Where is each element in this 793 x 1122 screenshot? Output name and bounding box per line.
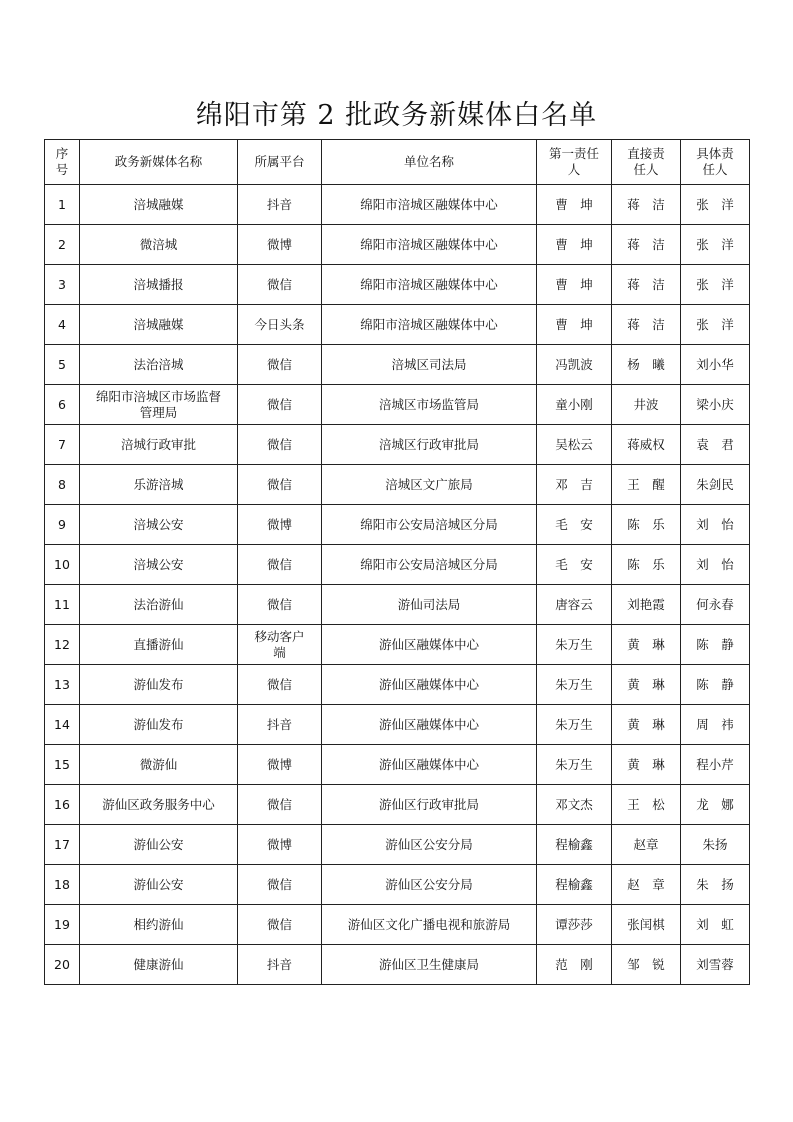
table-row: [45, 585, 750, 625]
cell-specific-responsible: 龙 娜: [681, 785, 750, 825]
cell-specific-responsible: 朱剑民: [681, 465, 750, 505]
cell-unit-name: 涪城区司法局: [322, 345, 537, 385]
cell-platform: 微博: [238, 825, 322, 865]
cell-first-responsible: 毛 安: [537, 505, 612, 545]
cell-direct-responsible: 陈 乐: [612, 505, 681, 545]
header-media-name: 政务新媒体名称: [80, 140, 238, 185]
cell-direct-responsible: 刘艳霞: [612, 585, 681, 625]
cell-media-name: 涪城公安: [80, 505, 238, 545]
cell-unit-name: 游仙区卫生健康局: [322, 945, 537, 985]
cell-media-name: 绵阳市涪城区市场监督管理局: [80, 385, 238, 425]
cell-platform: 微信: [238, 425, 322, 465]
cell-media-name: 乐游涪城: [80, 465, 238, 505]
cell-platform: 微信: [238, 345, 322, 385]
cell-platform: 微信: [238, 545, 322, 585]
table-body: [45, 185, 750, 985]
header-platform: 所属平台: [238, 140, 322, 185]
cell-direct-responsible: 井波: [612, 385, 681, 425]
cell-media-name: 游仙公安: [80, 865, 238, 905]
cell-first-responsible: 吴松云: [537, 425, 612, 465]
cell-first-responsible: 曹 坤: [537, 305, 612, 345]
cell-unit-name: 绵阳市涪城区融媒体中心: [322, 225, 537, 265]
cell-direct-responsible: 赵章: [612, 825, 681, 865]
cell-unit-name: 游仙区公安分局: [322, 865, 537, 905]
cell-specific-responsible: 张 洋: [681, 265, 750, 305]
cell-specific-responsible: 刘 怡: [681, 545, 750, 585]
cell-media-name: 涪城融媒: [80, 305, 238, 345]
cell-direct-responsible: 王 松: [612, 785, 681, 825]
header-specific-responsible: 具体责任人: [681, 140, 750, 185]
cell-serial-number: 11: [45, 585, 80, 625]
cell-media-name: 法治游仙: [80, 585, 238, 625]
cell-platform: 微信: [238, 465, 322, 505]
cell-platform: 微信: [238, 665, 322, 705]
cell-platform: 微信: [238, 905, 322, 945]
cell-direct-responsible: 王 醒: [612, 465, 681, 505]
cell-direct-responsible: 杨 曦: [612, 345, 681, 385]
cell-first-responsible: 曹 坤: [537, 265, 612, 305]
cell-first-responsible: 朱万生: [537, 625, 612, 665]
cell-specific-responsible: 朱 扬: [681, 865, 750, 905]
header-unit-name: 单位名称: [322, 140, 537, 185]
cell-media-name: 涪城行政审批: [80, 425, 238, 465]
cell-platform: 微信: [238, 385, 322, 425]
cell-first-responsible: 朱万生: [537, 665, 612, 705]
cell-direct-responsible: 陈 乐: [612, 545, 681, 585]
table-row: [45, 625, 750, 665]
cell-serial-number: 16: [45, 785, 80, 825]
table-row: [45, 225, 750, 265]
table-row: [45, 505, 750, 545]
header-direct-responsible: 直接责任人: [612, 140, 681, 185]
cell-specific-responsible: 朱扬: [681, 825, 750, 865]
cell-serial-number: 1: [45, 185, 80, 225]
cell-serial-number: 14: [45, 705, 80, 745]
cell-direct-responsible: 蒋 洁: [612, 185, 681, 225]
cell-specific-responsible: 刘 虹: [681, 905, 750, 945]
table-row: [45, 385, 750, 425]
table-row: [45, 545, 750, 585]
cell-direct-responsible: 邹 锐: [612, 945, 681, 985]
cell-first-responsible: 唐容云: [537, 585, 612, 625]
table-row: [45, 665, 750, 705]
table-row: [45, 185, 750, 225]
cell-serial-number: 19: [45, 905, 80, 945]
table-row: [45, 345, 750, 385]
cell-direct-responsible: 黄 琳: [612, 665, 681, 705]
cell-direct-responsible: 赵 章: [612, 865, 681, 905]
whitelist-table: [44, 139, 750, 985]
cell-unit-name: 绵阳市公安局涪城区分局: [322, 505, 537, 545]
cell-unit-name: 游仙区融媒体中心: [322, 665, 537, 705]
cell-serial-number: 4: [45, 305, 80, 345]
cell-direct-responsible: 蒋 洁: [612, 225, 681, 265]
table-row: [45, 825, 750, 865]
cell-first-responsible: 范 刚: [537, 945, 612, 985]
cell-serial-number: 9: [45, 505, 80, 545]
cell-media-name: 游仙发布: [80, 665, 238, 705]
cell-specific-responsible: 程小芹: [681, 745, 750, 785]
cell-specific-responsible: 张 洋: [681, 225, 750, 265]
cell-platform: 微信: [238, 265, 322, 305]
cell-platform: 移动客户端: [238, 625, 322, 665]
cell-first-responsible: 程榆鑫: [537, 825, 612, 865]
cell-media-name: 游仙区政务服务中心: [80, 785, 238, 825]
cell-unit-name: 涪城区行政审批局: [322, 425, 537, 465]
cell-platform: 微博: [238, 505, 322, 545]
table-row: [45, 265, 750, 305]
cell-specific-responsible: 刘 怡: [681, 505, 750, 545]
cell-serial-number: 15: [45, 745, 80, 785]
cell-first-responsible: 冯凯波: [537, 345, 612, 385]
cell-specific-responsible: 张 洋: [681, 185, 750, 225]
cell-direct-responsible: 蒋威权: [612, 425, 681, 465]
cell-media-name: 游仙公安: [80, 825, 238, 865]
cell-serial-number: 8: [45, 465, 80, 505]
cell-media-name: 健康游仙: [80, 945, 238, 985]
cell-serial-number: 7: [45, 425, 80, 465]
cell-media-name: 法治涪城: [80, 345, 238, 385]
table-row: [45, 905, 750, 945]
cell-unit-name: 涪城区市场监管局: [322, 385, 537, 425]
table-row: [45, 705, 750, 745]
cell-first-responsible: 曹 坤: [537, 225, 612, 265]
cell-direct-responsible: 张闰棋: [612, 905, 681, 945]
cell-specific-responsible: 刘雪蓉: [681, 945, 750, 985]
cell-platform: 微信: [238, 865, 322, 905]
cell-first-responsible: 邓 吉: [537, 465, 612, 505]
cell-first-responsible: 邓文杰: [537, 785, 612, 825]
cell-specific-responsible: 张 洋: [681, 305, 750, 345]
document-title: 绵阳市第 2 批政务新媒体白名单: [195, 100, 598, 131]
cell-specific-responsible: 袁 君: [681, 425, 750, 465]
cell-media-name: 游仙发布: [80, 705, 238, 745]
cell-media-name: 微涪城: [80, 225, 238, 265]
cell-platform: 微博: [238, 225, 322, 265]
cell-first-responsible: 程榆鑫: [537, 865, 612, 905]
cell-media-name: 涪城公安: [80, 545, 238, 585]
table-row: [45, 745, 750, 785]
cell-unit-name: 绵阳市涪城区融媒体中心: [322, 265, 537, 305]
cell-platform: 微信: [238, 785, 322, 825]
cell-platform: 抖音: [238, 705, 322, 745]
cell-platform: 微信: [238, 585, 322, 625]
cell-serial-number: 10: [45, 545, 80, 585]
cell-direct-responsible: 蒋 洁: [612, 305, 681, 345]
cell-unit-name: 游仙区融媒体中心: [322, 745, 537, 785]
table-row: [45, 785, 750, 825]
cell-unit-name: 绵阳市涪城区融媒体中心: [322, 305, 537, 345]
table-row: [45, 425, 750, 465]
cell-first-responsible: 朱万生: [537, 705, 612, 745]
cell-unit-name: 绵阳市公安局涪城区分局: [322, 545, 537, 585]
table-header: [45, 140, 750, 185]
cell-direct-responsible: 黄 琳: [612, 745, 681, 785]
table-row: [45, 945, 750, 985]
cell-specific-responsible: 陈 静: [681, 625, 750, 665]
cell-direct-responsible: 黄 琳: [612, 625, 681, 665]
table-row: [45, 465, 750, 505]
cell-unit-name: 游仙区融媒体中心: [322, 705, 537, 745]
cell-first-responsible: 童小刚: [537, 385, 612, 425]
cell-media-name: 涪城播报: [80, 265, 238, 305]
cell-unit-name: 游仙区公安分局: [322, 825, 537, 865]
cell-unit-name: 绵阳市涪城区融媒体中心: [322, 185, 537, 225]
cell-serial-number: 3: [45, 265, 80, 305]
cell-unit-name: 游仙司法局: [322, 585, 537, 625]
cell-unit-name: 游仙区融媒体中心: [322, 625, 537, 665]
cell-specific-responsible: 梁小庆: [681, 385, 750, 425]
cell-unit-name: 游仙区行政审批局: [322, 785, 537, 825]
cell-serial-number: 13: [45, 665, 80, 705]
cell-first-responsible: 朱万生: [537, 745, 612, 785]
cell-specific-responsible: 陈 静: [681, 665, 750, 705]
cell-serial-number: 20: [45, 945, 80, 985]
cell-specific-responsible: 刘小华: [681, 345, 750, 385]
cell-specific-responsible: 周 祎: [681, 705, 750, 745]
cell-serial-number: 2: [45, 225, 80, 265]
cell-platform: 今日头条: [238, 305, 322, 345]
cell-platform: 抖音: [238, 185, 322, 225]
cell-specific-responsible: 何永春: [681, 585, 750, 625]
cell-platform: 抖音: [238, 945, 322, 985]
cell-serial-number: 18: [45, 865, 80, 905]
cell-serial-number: 12: [45, 625, 80, 665]
cell-first-responsible: 曹 坤: [537, 185, 612, 225]
cell-media-name: 相约游仙: [80, 905, 238, 945]
cell-direct-responsible: 黄 琳: [612, 705, 681, 745]
cell-media-name: 直播游仙: [80, 625, 238, 665]
cell-serial-number: 5: [45, 345, 80, 385]
cell-unit-name: 涪城区文广旅局: [322, 465, 537, 505]
cell-media-name: 微游仙: [80, 745, 238, 785]
table-row: [45, 865, 750, 905]
header-first-responsible: 第一责任人: [537, 140, 612, 185]
cell-serial-number: 17: [45, 825, 80, 865]
cell-first-responsible: 谭莎莎: [537, 905, 612, 945]
cell-direct-responsible: 蒋 洁: [612, 265, 681, 305]
cell-platform: 微博: [238, 745, 322, 785]
cell-serial-number: 6: [45, 385, 80, 425]
header-row: [45, 140, 750, 185]
cell-unit-name: 游仙区文化广播电视和旅游局: [322, 905, 537, 945]
cell-first-responsible: 毛 安: [537, 545, 612, 585]
cell-media-name: 涪城融媒: [80, 185, 238, 225]
table-row: [45, 305, 750, 345]
header-serial-number: 序号: [45, 140, 80, 185]
